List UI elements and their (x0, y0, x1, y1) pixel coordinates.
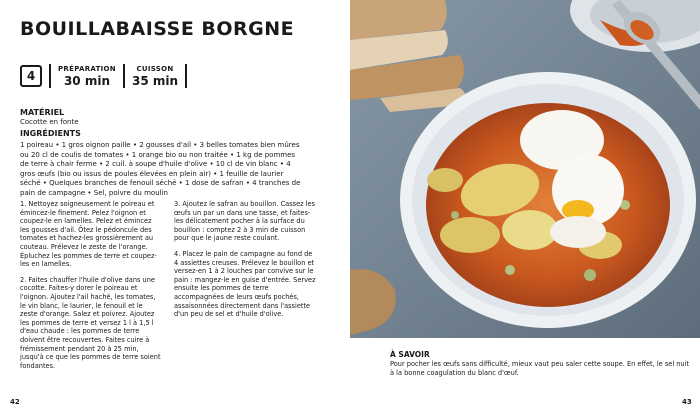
divider (185, 64, 187, 88)
ingredients-text: 1 poireau • 1 gros oignon paille • 2 gousses d'ail • 3 belles tomates bien mûres ou 20 cl de coulis de tomates • 1 orange bio ou non traitée • 1 kg de pommes de terre à chair ferme • 2 cuil. à soupe d'huile d'olive • 10 cl de vin blanc • 4 gros œufs (bio ou issus de poules élevées en plein air) • 1 feuille de laurier séché • Quelques branches de fenouil séché • 1 dose de safran • 4 tranches de pain de campagne • Sel, poivre du moulin (20, 141, 301, 197)
tip-heading: À SAVOIR (390, 350, 430, 359)
prep-value: 30 min (63, 73, 110, 88)
steps-column-1 (20, 200, 162, 377)
recipe-meta (20, 64, 194, 88)
tip-text: Pour pocher les œufs sans difficulté, mieux vaut peu saler cette soupe. En effet, le sel nuit à la bonne coagulation du blanc d'œuf. (390, 360, 690, 377)
cook-label: CUISSON (136, 64, 174, 73)
right-page (350, 0, 700, 413)
step-2: 2. Faites chauffer l'huile d'olive dans une cocotte. Faites-y dorer le poireau et l'oignon. Ajoutez l'ail haché, les tomates, le vin blanc, le laurier, le fenouil et le zeste d'orange. Salez et poivrez. Ajoutez les pommes de terre et versez 1 l à 1,5 l d'eau chaude : les pommes de terre doivent être recouvertes. Faites cuire à frémissement pendant 20 à 25 min, jusqu'à ce que les pommes de terre soient fondantes. (20, 275, 161, 370)
page-number-right: 43 (682, 398, 692, 406)
ingredients-heading: INGRÉDIENTS (20, 129, 81, 138)
step-1: 1. Nettoyez soigneusement le poireau et émincez-le finement. Pelez l'oignon et coupez-le en lamelles. Pelez et émincez les gousses d'ail. Ôtez le pédoncule des tomates et hachez-les grossièrement au couteau. Prélevez le zeste de l'orange. Épluchez les pommes de terre et coupez-les en lamelles. (20, 200, 157, 269)
materiel-text: Cocotte en fonte (20, 118, 79, 126)
step-4: 4. Placez le pain de campagne au fond de 4 assiettes creuses. Prélevez le bouillon et versez-en 1 à 2 louches par convive sur le pain : mangez-le en guise d'entrée. Servez ensuite les pommes de terre accompagnées de leurs œufs pochés, assaisonnées directement dans l'assiette d'un peu de sel et d'huile d'olive. (174, 249, 316, 319)
cook-value: 35 min (131, 73, 179, 88)
divider (123, 64, 125, 88)
prep-label: PRÉPARATION (58, 64, 116, 73)
soup-illustration (350, 0, 700, 338)
cook-time (132, 65, 178, 88)
soup-photo (350, 0, 700, 338)
step-3: 3. Ajoutez le safran au bouillon. Cassez les œufs un par un dans une tasse, et faites-les délicatement pocher à la surface du bouillon : comptez 2 à 3 min de cuisson pour que le jaune reste coulant. (174, 200, 316, 243)
recipe-title: BOUILLABAISSE BORGNE (20, 18, 295, 40)
divider (49, 64, 51, 88)
page-number-left: 42 (10, 398, 20, 406)
prep-time (58, 65, 116, 88)
materiel-heading: MATÉRIEL (20, 108, 65, 117)
servings-badge: 4 (20, 65, 42, 87)
steps-column-2 (174, 200, 316, 326)
